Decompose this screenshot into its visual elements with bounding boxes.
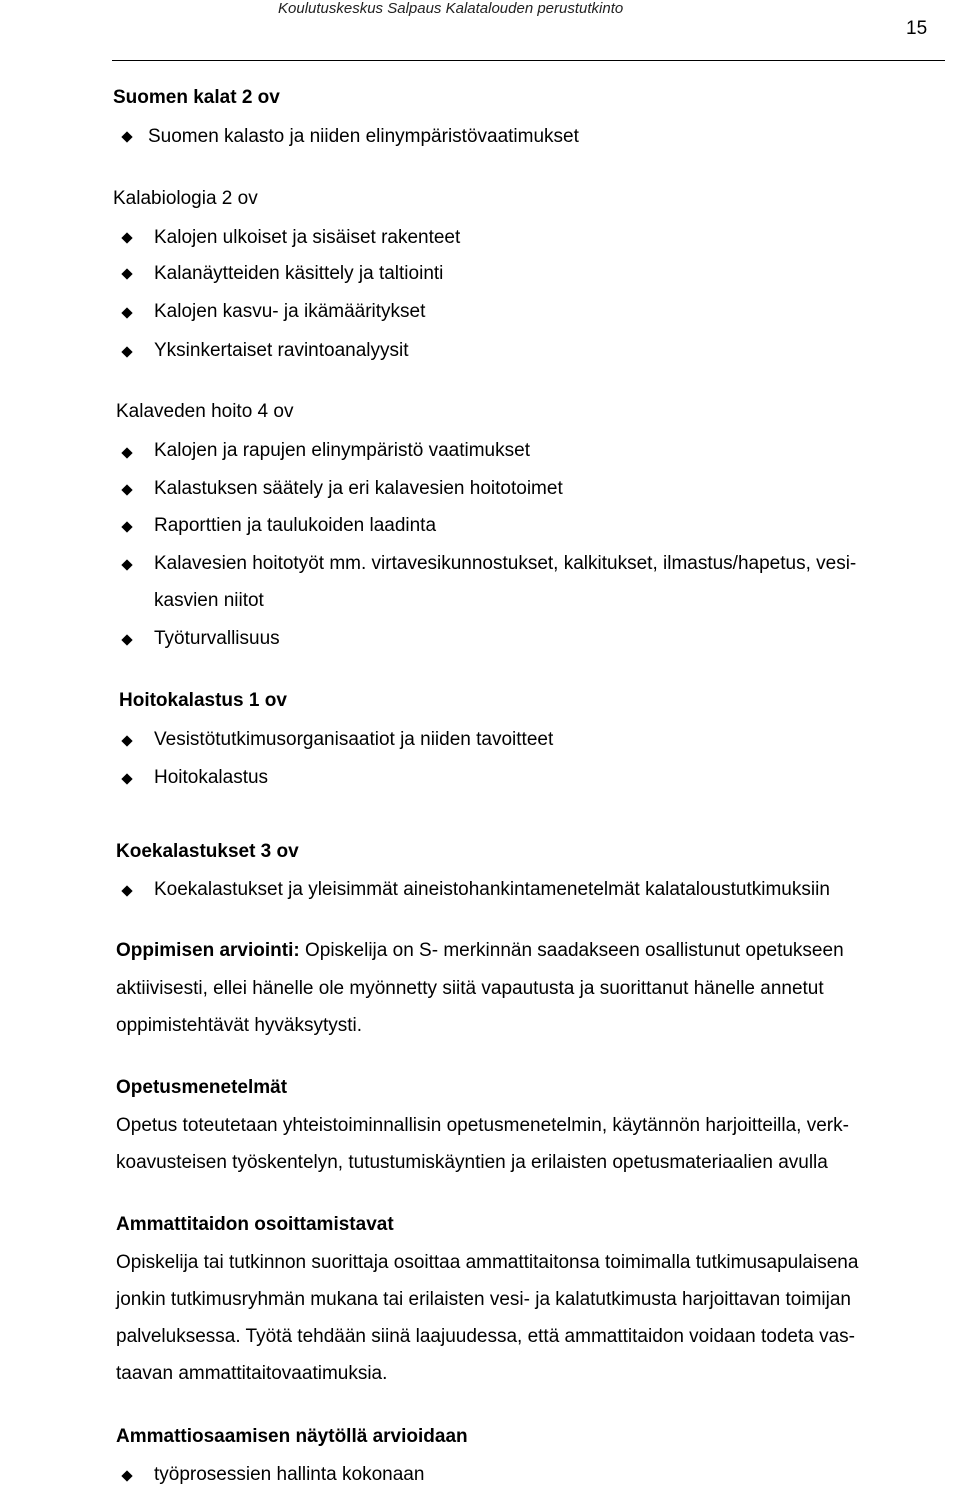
list-item: työprosessien hallinta kokonaan [154, 1464, 425, 1485]
bullet-diamond-icon [121, 1470, 132, 1481]
assessment-label: Oppimisen arviointi: [116, 940, 300, 961]
bullet-diamond-icon [121, 307, 132, 318]
bullet-diamond-icon [121, 131, 132, 142]
section-heading-ammattitaidon-osoittamistavat: Ammattitaidon osoittamistavat [116, 1214, 394, 1235]
section-heading-hoitokalastus: Hoitokalastus 1 ov [119, 690, 287, 711]
assessment-text: Opiskelija on S- merkinnän saadakseen osallistunut opetukseen [299, 940, 844, 961]
paragraph-line: jonkin tutkimusryhmän mukana tai erilaisten vesi- ja kalatutkimusta harjoittavan toimijan [116, 1289, 851, 1310]
list-item: Hoitokalastus [154, 767, 269, 788]
list-item: Suomen kalasto ja niiden elinympäristövaatimukset [148, 126, 579, 147]
list-item-continuation: kasvien niitot [154, 590, 264, 611]
list-item: Kalojen ulkoiset ja sisäiset rakenteet [154, 227, 461, 248]
bullet-diamond-icon [121, 885, 132, 896]
bullet-diamond-icon [121, 447, 132, 458]
list-item: Kalanäytteiden käsittely ja taltiointi [154, 263, 444, 284]
paragraph-line: Opiskelija tai tutkinnon suorittaja osoittaa ammattitaitonsa toimimalla tutkimusapulaisena [116, 1252, 859, 1273]
list-item: Kalastuksen säätely ja eri kalavesien hoitotoimet [154, 478, 563, 499]
header-divider [112, 60, 945, 61]
paragraph-line: koavusteisen työskentelyn, tutustumiskäyntien ja erilaisten opetusmateriaalien avulla [116, 1152, 828, 1173]
assessment-paragraph-line: aktiivisesti, ellei hänelle ole myönnetty siitä vapautusta ja suorittanut hänelle annetut [116, 978, 824, 999]
list-item: Koekalastukset ja yleisimmät aineistohankintamenetelmät kalataloustutkimuksiin [154, 879, 830, 900]
bullet-diamond-icon [121, 559, 132, 570]
page-number: 15 [906, 18, 928, 39]
list-item: Raporttien ja taulukoiden laadinta [154, 515, 437, 536]
bullet-diamond-icon [121, 735, 132, 746]
assessment-paragraph-line: oppimistehtävät hyväksytysti. [116, 1015, 363, 1036]
section-heading-suomen-kalat: Suomen kalat 2 ov [113, 87, 280, 108]
bullet-diamond-icon [121, 232, 132, 243]
section-heading-kalabiologia: Kalabiologia 2 ov [113, 188, 258, 209]
list-item: Vesistötutkimusorganisaatiot ja niiden tavoitteet [154, 729, 554, 750]
list-item: Työturvallisuus [154, 628, 280, 649]
bullet-diamond-icon [121, 268, 132, 279]
paragraph-line: palveluksessa. Työtä tehdään siinä laajuudessa, että ammattitaidon voidaan todeta vas- [116, 1326, 856, 1347]
section-heading-ammattiosaaminen: Ammattiosaamisen näytöllä arvioidaan [116, 1426, 468, 1447]
running-header-title: Koulutuskeskus Salpaus Kalatalouden perustutkinto [278, 0, 624, 17]
bullet-diamond-icon [121, 484, 132, 495]
list-item: Kalojen kasvu- ja ikämääritykset [154, 301, 426, 322]
bullet-diamond-icon [121, 346, 132, 357]
bullet-diamond-icon [121, 773, 132, 784]
list-item: Yksinkertaiset ravintoanalyysit [154, 340, 409, 361]
paragraph-line: taavan ammattitaitovaatimuksia. [116, 1363, 388, 1384]
bullet-diamond-icon [121, 521, 132, 532]
list-item: Kalavesien hoitotyöt mm. virtavesikunnostukset, kalkitukset, ilmastus/hapetus, vesi- [154, 553, 857, 574]
list-item: Kalojen ja rapujen elinympäristö vaatimukset [154, 440, 530, 461]
section-heading-koekalastukset: Koekalastukset 3 ov [116, 841, 299, 862]
section-heading-opetusmenetelmat: Opetusmenetelmät [116, 1077, 288, 1098]
paragraph-line: Opetus toteutetaan yhteistoiminnallisin opetusmenetelmin, käytännön harjoitteilla, verk- [116, 1115, 849, 1136]
bullet-diamond-icon [121, 634, 132, 645]
assessment-paragraph-line [116, 941, 844, 960]
section-heading-kalaveden-hoito: Kalaveden hoito 4 ov [116, 401, 294, 422]
